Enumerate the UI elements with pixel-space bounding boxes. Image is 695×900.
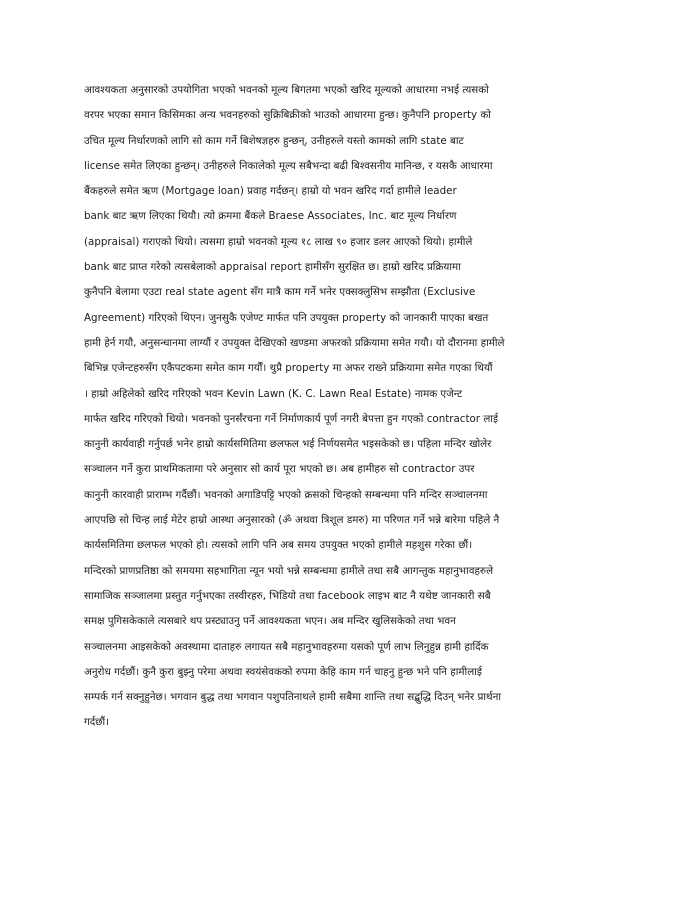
text-line: गर्दछौं। [84,716,110,729]
text-line: अनुरोध गर्दछौं। कुनै कुरा बुझ्नु परेमा अथवा स्वयंसेवकको रुपमा केहि काम गर्न चाहनु हुन्छ भने पनि हामीलाई [84,665,482,678]
text-line: हामी हेर्न गयौ, अनुसन्धानमा लाग्यौं र उपयुक्त देखिएको खण्डमा अफरको प्रक्रियामा समेत गयौ। यो दौरानमा हामीले [84,336,505,349]
text-line: बिभिन्न एजेन्टहरुसँग एकैपटकमा समेत काम गर्यौं। थुप्रै property मा अफर राख्ने प्रक्रियामा समेत गएका थियौं [84,362,493,375]
text-line: license समेत लिएका हुन्छन्। उनीहरुले निकालेको मूल्य सबैभन्दा बढी बिश्वसनीय मानिन्छ, र यसकै आधारमा [84,159,493,172]
text-line: कानुनी कारवाही प्राराम्भ गर्दैछौं। भवनको अगाडिपट्टि भएको क्रसको चिन्हको सम्बन्धमा पनि मन्दिर सञ्चालनमा [84,488,488,501]
text-line: आएपछि सो चिन्ह लाई मेटेर हाम्रो आस्था अनुसारको (ॐ अथवा त्रिशूल डमरु) मा परिणत गर्ने भन्ने बारेमा पहिले नै [84,514,500,527]
text-line: कानुनी कार्यवाही गर्नुपर्छ भनेर हाम्रो कार्यसमितिमा छलफल भई निर्णयसमेत भइसकेको छ। पहिला मन्दिर खोलेर [84,438,492,451]
text-line: उचित मूल्य निर्धारणको लागि सो काम गर्ने बिशेषज्ञहरु हुन्छन्, उनीहरुले यस्तो कामको लागि state बाट [84,134,464,147]
body-paragraph [84,78,619,736]
text-line: सञ्चालनमा आइसकेको अवस्थामा दाताहरु लगायत सबै महानुभावहरुमा यसको पूर्ण लाभ लिनुहुन्न हामी हार्दिक [84,640,489,653]
text-line: bank बाट ऋण लिएका थियौ। त्यो क्रममा बैंकले Braese Associates, Inc. बाट मूल्य निर्धारण [84,210,457,223]
text-line: बैंकहरुले समेत ऋण (Mortgage loan) प्रवाह गर्दछन्। हाम्रो यो भवन खरिद गर्दा हामीले leader [84,185,457,198]
text-line: आवश्यकता अनुसारको उपयोगिता भएको भवनको मूल्य बिगतमा भएको खरिद मूल्यको आधारमा नभई त्यसको [84,84,489,96]
text-line: सञ्चालन गर्ने कुरा प्राथमिकतामा परे अनुसार सो कार्य पूरा भएको छ। अब हामीहरु सो contractor उपर [84,463,475,476]
text-line: सम्पर्क गर्न सक्नुहुनेछ। भगवान बुद्ध तथा भगवान पशुपतिनाथले हामी सबैमा शान्ति तथा सद्बुद्धि दिउन् भनेर प्रार्थना [84,691,502,704]
text-line: वरपर भएका समान किसिमका अन्य भवनहरुको सुक्रिबिक्रीको भाउको आधारमा हुन्छ। कुनैपनि property को [84,109,491,122]
text-line: मन्दिरको प्राणप्रतिष्ठा को समयमा सहभागिता न्यून भयो भन्ने सम्बन्धमा हामीले तथा सबै आगन्तुक महानुभावहरुले [84,564,494,577]
text-line: कार्यसमितिमा छलफल भएको हो। त्यसको लागि पनि अब समय उपयुक्त भएको हामीले महशुस गरेका छौं। [84,539,473,552]
text-line: कुनैपनि बेलामा एउटा real state agent सँग मात्रै काम गर्ने भनेर एक्सक्लुसिभ सम्झौता (Exclusive [84,286,476,299]
text-line: सामाजिक सञ्जालमा प्रस्तुत गर्नुभएका तस्वीरहरु, भिडियो तथा facebook लाइभ बाट नै यथेष्ट जानकारी सबै [84,589,491,602]
text-line: मार्फत खरिद गरिएको थियो। भवनको पुनर्संरचना गर्ने निर्माणकार्य पूर्ण नगरी बेपत्ता हुन गएको contractor लाई [84,412,499,425]
text-line: Agreement) गरिएको थिएन। जुनसुकै एजेण्ट मार्फत पनि उपयुक्त property को जानकारी पाएका बखत [84,311,489,324]
text-line: (appraisal) गराएको थियो। त्यसमा हाम्रो भवनको मूल्य १८ लाख ९० हजार डलर आएको थियो। हामीले [84,235,473,248]
text-line: समक्ष पुगिसकेकाले त्यसबारे थप प्रस्ट्याउनु पर्ने आवश्यकता भएन। अब मन्दिर खुलिसकेको तथा भवन [84,615,456,628]
text-line: । हाम्रो अहिलेको खरिद गरिएको भवन Kevin Lawn (K. C. Lawn Real Estate) नामक एजेन्ट [84,387,463,400]
text-line: bank बाट प्राप्त गरेको त्यसबेलाको appraisal report हामीसँग सुरक्षित छ। हाम्रो खरिद प्रक्रियामा [84,261,461,274]
